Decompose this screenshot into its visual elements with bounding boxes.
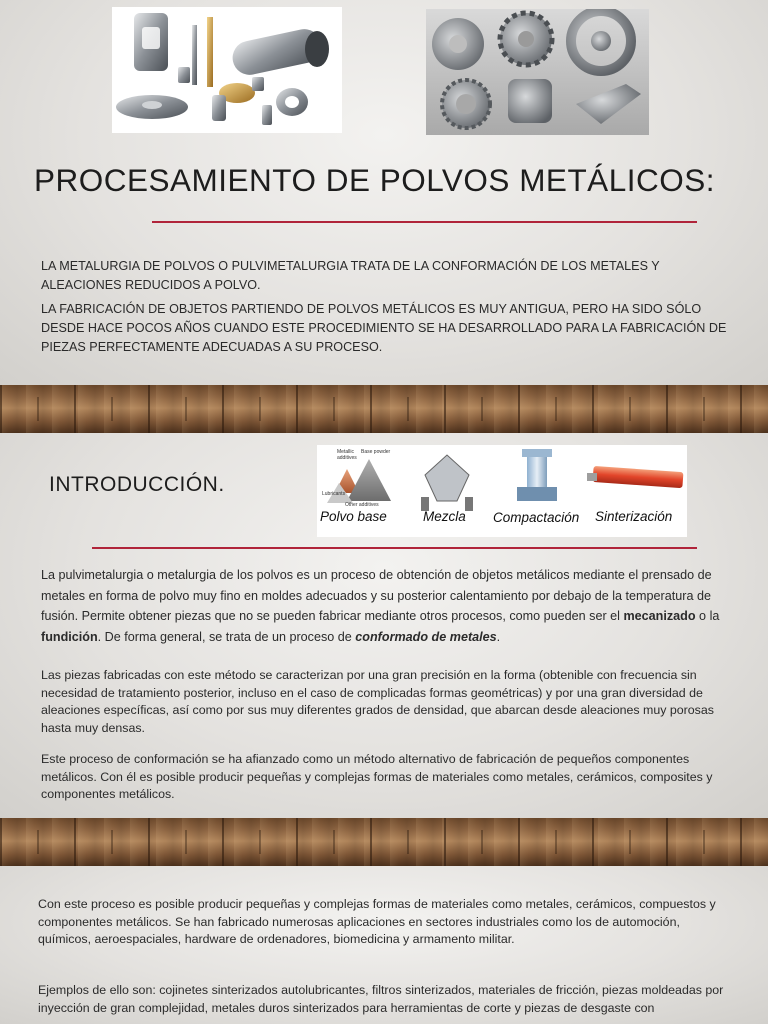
term-conformado-de-metales: conformado de metales (355, 629, 497, 644)
metal-parts-photo-right (426, 9, 649, 135)
slide-3-paragraph-2: Ejemplos de ello son: cojinetes sinterizados autolubricantes, filtros sinterizados, materiales de fricción, piezas moldeadas por inyección de gran complejidad, metales duros sinterizados para herramientas de corte y piezas de desgaste con (38, 983, 724, 1015)
step-label-compactacion: Compactación (493, 510, 580, 525)
slide-1 (0, 0, 768, 385)
slide-2-paragraph-1 (41, 565, 729, 647)
label-other-additives: Other additives (345, 502, 379, 508)
slide-2-title: INTRODUCCIÓN. (49, 473, 225, 496)
label-base-powder: Base powder (361, 449, 391, 455)
slide-3-paragraph-1: Con este proceso es posible producir pequeñas y complejas formas de materiales como metales, cerámicos, compuestos y componentes metálicos. Se han fabricado numerosas aplicaciones en sectores industriales como los de automoción, químicos, aeroespaciales, hardware de ordenadores, biomedicina y armamento militar. (38, 897, 716, 946)
slide-2-paragraph-2: Las piezas fabricadas con este método se caracterizan por una gran precisión en la forma (obtenible con frecuencia sin necesidad de tratamiento posterior, incluso en el caso de complicadas formas geométricas) y por una gran diversidad de aleaciones específicas, así como por sus muy diferentes grados de densidad, que abarcan desde aleaciones muy porosas hasta muy densas. (41, 668, 714, 735)
step-label-sinterizacion: Sinterización (595, 509, 673, 524)
process-steps-diagram (317, 445, 687, 537)
term-mecanizado: mecanizado (623, 609, 696, 623)
wood-divider-1 (0, 385, 768, 433)
step-label-polvo-base: Polvo base (320, 509, 387, 524)
p1-text: . (496, 629, 501, 644)
title-underline (152, 221, 697, 223)
slide-1-title: PROCESAMIENTO DE POLVOS METÁLICOS: (34, 162, 715, 198)
slide-2 (0, 433, 768, 818)
slide-3 (0, 866, 768, 1024)
slide-1-paragraph-1: LA METALURGIA DE POLVOS O PULVIMETALURGIA TRATA DE LA CONFORMACIÓN DE LOS METALES Y ALEACIONES REDUCIDOS A POLVO. (41, 259, 660, 292)
p1-text: . De forma general, se trata de un proceso de (97, 629, 356, 644)
label-metallic-additives: Metallic additives (337, 449, 357, 461)
metal-parts-photo-left (112, 7, 342, 133)
intro-underline (92, 547, 697, 549)
p1-text: La pulvimetalurgia o metalurgia de los polvos es un proceso de obtención de objetos metálicos mediante el prensado de metales en forma de polvo muy fino en moldes adecuados y su posterior calentamiento por debajo de la temperatura de fusión. Permite obtener piezas que no se pueden fabricar mediante otros procesos, como pueden ser el (41, 568, 712, 623)
label-lubricants: Lubricants (322, 491, 346, 497)
p1-text: o la (695, 609, 720, 623)
slide-2-paragraph-3: Este proceso de conformación se ha afianzado como un método alternativo de fabricación de pequeños componentes metálicos. Con él es posible producir pequeñas y complejas formas de materiales como metales, cerámicos, composites y componentes metálicos. (41, 752, 713, 801)
slide-1-paragraph-2: LA FABRICACIÓN DE OBJETOS PARTIENDO DE POLVOS METÁLICOS ES MUY ANTIGUA, PERO HA SIDO SÓLO DESDE HACE POCOS AÑOS CUANDO ESTE PROCEDIMIENTO SE HA DESARROLLADO PARA LA FABRICACIÓN DE PIEZAS PERFECTAMENTE ADECUADAS A SU PROCESO. (41, 302, 727, 354)
term-fundicion: fundición (41, 629, 98, 644)
wood-divider-2 (0, 818, 768, 866)
step-label-mezcla: Mezcla (423, 509, 466, 524)
